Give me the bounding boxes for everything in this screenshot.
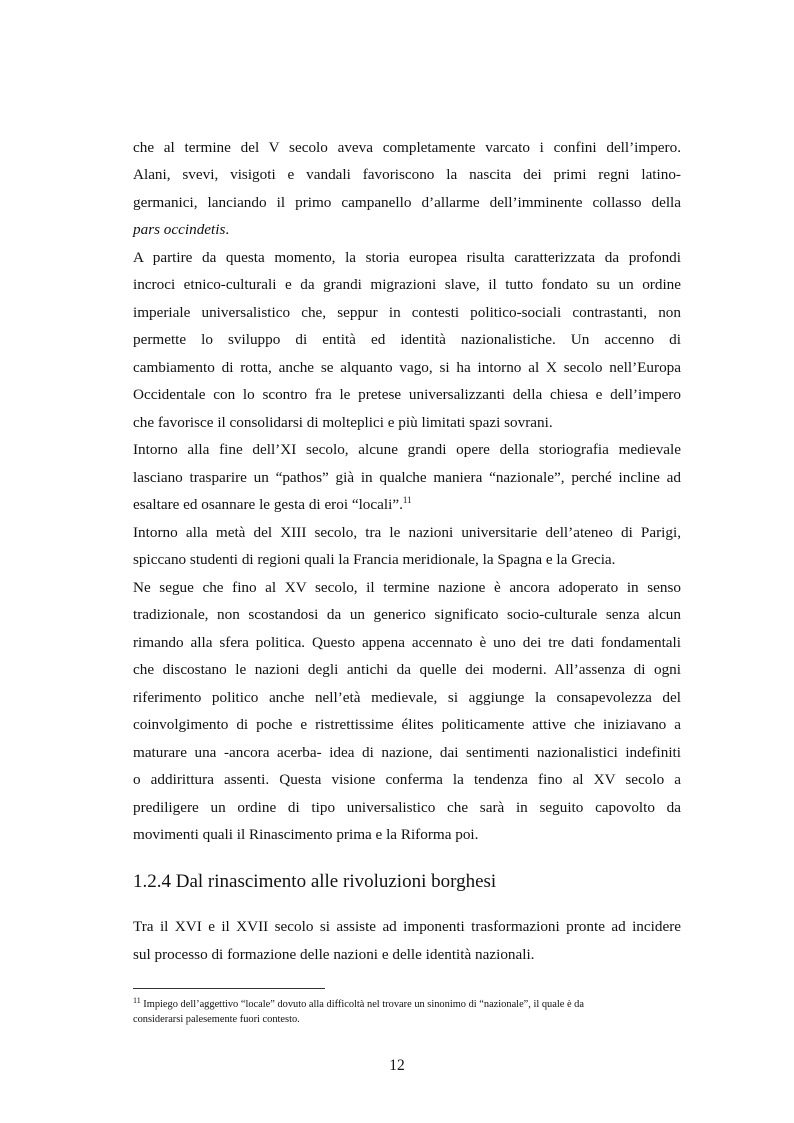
section-heading: 1.2.4 Dal rinascimento alle rivoluzioni borghesi: [133, 871, 497, 892]
body-line: Alani, svevi, visigoti e vandali favoriscono la nascita dei primi regni latino-: [133, 166, 681, 183]
body-line: maturare una -ancora acerba- idea di nazione, dai sentimenti nazionalistici indefiniti: [133, 744, 681, 761]
body-line: Tra il XVI e il XVII secolo si assiste ad imponenti trasformazioni pronte ad incidere: [133, 918, 681, 935]
body-line: spiccano studenti di regioni quali la Francia meridionale, la Spagna e la Grecia.: [133, 551, 616, 568]
footnote-number: 11: [133, 996, 141, 1005]
body-line: che discostano le nazioni degli antichi da quelle dei moderni. All’assenza di ogni: [133, 661, 681, 678]
body-line: imperiale universalistico che, seppur in contesti politico-sociali contrastanti, non: [133, 304, 681, 321]
body-line: Intorno alla metà del XIII secolo, tra le nazioni universitarie dell’ateneo di Parigi,: [133, 524, 681, 541]
body-line: incroci etnico-culturali e da grandi migrazioni slave, il tutto fondato su un ordine: [133, 276, 681, 293]
body-text: esaltare ed osannare le gesta di eroi “locali”.: [133, 496, 403, 513]
body-line: cambiamento di rotta, anche se alquanto vago, si ha intorno al X secolo nell’Europa: [133, 359, 681, 376]
body-line: Intorno alla fine dell’XI secolo, alcune grandi opere della storiografia medievale: [133, 441, 681, 458]
body-line: coinvolgimento di poche e ristrettissime élites politicamente attive che iniziavano a: [133, 716, 681, 733]
body-line: A partire da questa momento, la storia europea risulta caratterizzata da profondi: [133, 249, 681, 266]
body-line: tradizionale, non scostandosi da un generico significato socio-culturale senza alcun: [133, 606, 681, 623]
body-line: lasciano trasparire un “pathos” già in qualche maniera “nazionale”, perché incline ad: [133, 469, 681, 486]
body-line: prediligere un ordine di tipo universalistico che sarà in seguito capovolto da: [133, 799, 681, 816]
italic-term: pars occindetis: [133, 221, 226, 238]
footnote-line: considerarsi palesemente fuori contesto.: [133, 1014, 300, 1025]
body-line: germanici, lanciando il primo campanello d’allarme dell’imminente collasso della: [133, 194, 681, 211]
body-line: Occidentale con lo scontro fra le pretese universalizzanti della chiesa e dell’impero: [133, 386, 681, 403]
body-line: permette lo sviluppo di entità ed identità nazionalistiche. Un accenno di: [133, 331, 681, 348]
body-line: [133, 495, 681, 515]
body-line: che favorisce il consolidarsi di molteplici e più limitati spazi sovrani.: [133, 414, 553, 431]
body-line: rimando alla sfera politica. Questo appena accennato è uno dei tre dati fondamentali: [133, 634, 681, 651]
body-text: .: [225, 221, 230, 238]
footnote-text: Impiego dell’aggettivo “locale” dovuto alla difficoltà nel trovare un sinonimo di “nazionale”, il quale è da: [140, 999, 584, 1010]
body-line: Ne segue che fino al XV secolo, il termine nazione è ancora adoperato in senso: [133, 579, 681, 596]
page-number: 12: [389, 1057, 405, 1074]
footnote-separator: [133, 988, 325, 989]
body-line: o addirittura assenti. Questa visione conferma la tendenza fino al XV secolo a: [133, 771, 681, 788]
body-line: movimenti quali il Rinascimento prima e la Riforma poi.: [133, 826, 479, 843]
body-line: sul processo di formazione delle nazioni e delle identità nazionali.: [133, 946, 535, 963]
body-line: [133, 220, 681, 240]
body-line: riferimento politico anche nell’età medievale, si aggiunge la consapevolezza del: [133, 689, 681, 706]
body-line: che al termine del V secolo aveva completamente varcato i confini dell’impero.: [133, 139, 681, 156]
footnote-reference[interactable]: 11: [402, 495, 412, 505]
footnote-line: [133, 998, 681, 1012]
